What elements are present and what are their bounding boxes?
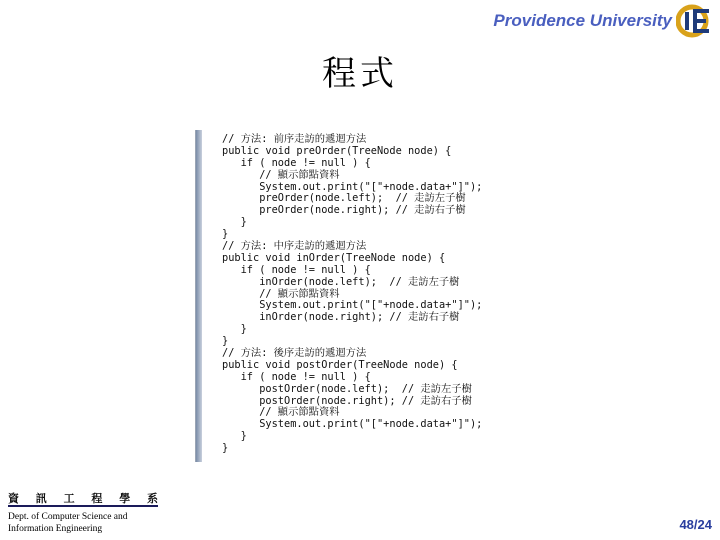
- code-line: }: [222, 335, 229, 348]
- dept-char: 工: [63, 492, 75, 505]
- dept-char: 訊: [35, 492, 47, 505]
- code-line: System.out.print("["+node.data+"]");: [222, 180, 483, 193]
- code-line: }: [222, 430, 247, 443]
- code-line: }: [222, 216, 247, 229]
- code-line: postOrder(node.left); // 走訪左子樹: [222, 382, 472, 395]
- dept-char: 系: [146, 492, 158, 505]
- slide-title: 程式: [322, 54, 398, 94]
- university-name: Providence University: [493, 11, 672, 30]
- code-line: inOrder(node.left); // 走訪左子樹: [222, 275, 460, 288]
- code-line: if ( node != null ) {: [222, 370, 371, 383]
- code-line: // 顯示節點資料: [222, 287, 340, 300]
- code-listing: [222, 134, 482, 455]
- code-line: public void postOrder(TreeNode node) {: [222, 358, 458, 371]
- footer-divider: [8, 505, 158, 507]
- dept-char: 資: [8, 492, 19, 505]
- code-gutter: [196, 130, 202, 462]
- code-line: // 方法: 前序走訪的遞迴方法: [222, 133, 367, 145]
- code-screenshot: [195, 130, 486, 462]
- code-line: if ( node != null ) {: [222, 156, 371, 169]
- code-line: System.out.print("["+node.data+"]");: [222, 299, 483, 312]
- code-line: public void inOrder(TreeNode node) {: [222, 251, 446, 264]
- code-line: preOrder(node.right); // 走訪右子樹: [222, 204, 466, 217]
- dept-en-line-1: Dept. of Computer Science and: [8, 512, 128, 522]
- code-line: }: [222, 323, 247, 336]
- dept-en-line-2: Information Engineering: [8, 524, 103, 534]
- providence-ie-logo-icon: [676, 4, 712, 38]
- code-line: }: [222, 442, 229, 455]
- code-line: // 顯示節點資料: [222, 406, 340, 419]
- code-line: // 方法: 中序走訪的遞迴方法: [222, 240, 367, 253]
- dept-char: 學: [119, 492, 131, 505]
- code-line: postOrder(node.right); // 走訪右子樹: [222, 394, 472, 407]
- code-line: preOrder(node.left); // 走訪左子樹: [222, 192, 466, 205]
- department-name-english: [8, 511, 178, 535]
- code-line: }: [222, 228, 229, 241]
- code-line: System.out.print("["+node.data+"]");: [222, 418, 483, 431]
- code-line: inOrder(node.right); // 走訪右子樹: [222, 311, 460, 324]
- code-line: public void preOrder(TreeNode node) {: [222, 144, 452, 157]
- dept-char: 程: [91, 492, 103, 505]
- page-number: 48/24: [679, 517, 712, 532]
- code-line: // 顯示節點資料: [222, 168, 340, 181]
- code-line: if ( node != null ) {: [222, 263, 371, 276]
- code-line: // 方法: 後序走訪的遞迴方法: [222, 347, 367, 360]
- department-name-chinese: [8, 490, 158, 506]
